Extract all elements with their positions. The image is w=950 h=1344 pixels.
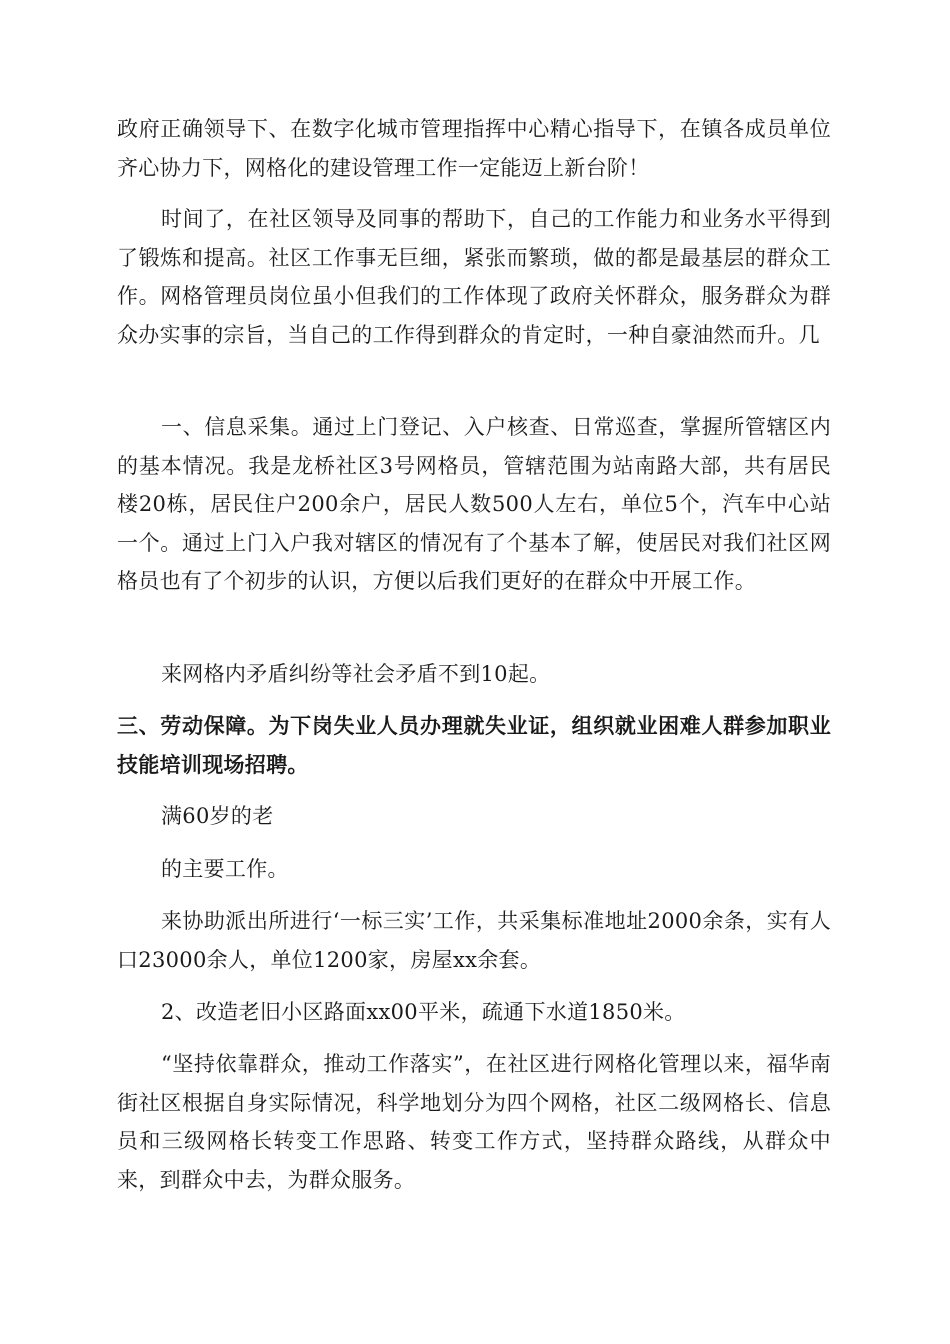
- paragraph-7: 的主要工作。: [161, 857, 289, 881]
- paragraph-10: “坚持依靠群众，推动工作落实”，在社区进行网格化管理以来，福华南街社区根据自身实际情况，科学地划分为四个网格，社区二级网格长、信息员和三级网格长转变工作思路、转变工作方式，坚持群众路线，从群众中来，到群众中去，为群众服务。: [117, 1052, 831, 1192]
- section-heading-labor-security: 三、劳动保障。为下岗失业人员办理就失业证，组织就业困难人群参加职业技能培训现场招聘。: [117, 713, 831, 777]
- paragraph-8: 来协助派出所进行‘一标三实’工作，共采集标准地址2000余条，实有人口23000余人，单位1200家，房屋xx余套。: [117, 909, 831, 972]
- paragraph-2: 时间了，在社区领导及同事的帮助下，自己的工作能力和业务水平得到了锻炼和提高。社区工作事无巨细，紧张而繁琐，做的都是最基层的群众工作。网格管理员岗位虽小但我们的工作体现了政府关怀群众，服务群众为群众办实事的宗旨，当自己的工作得到群众的肯定时，一种自豪油然而升。几: [117, 207, 831, 347]
- paragraph-9: 2、改造老旧小区路面xx00平米，疏通下水道1850米。: [161, 1000, 686, 1024]
- paragraph-1: 政府正确领导下、在数字化城市管理指挥中心精心指导下，在镇各成员单位齐心协力下，网格化的建设管理工作一定能迈上新台阶！: [117, 117, 831, 180]
- paragraph-3: 一、信息采集。通过上门登记、入户核查、日常巡查，掌握所管辖区内的基本情况。我是龙桥社区3号网格员，管辖范围为站南路大部，共有居民楼20栋，居民住户200余户，居民人数500人左右，单位5个，汽车中心站一个。通过上门入户我对辖区的情况有了个基本了解，使居民对我们社区网格员也有了个初步的认识，方便以后我们更好的在群众中开展工作。: [117, 415, 831, 594]
- paragraph-4: 来网格内矛盾纠纷等社会矛盾不到10起。: [161, 662, 551, 686]
- paragraph-6: 满60岁的老: [161, 804, 274, 828]
